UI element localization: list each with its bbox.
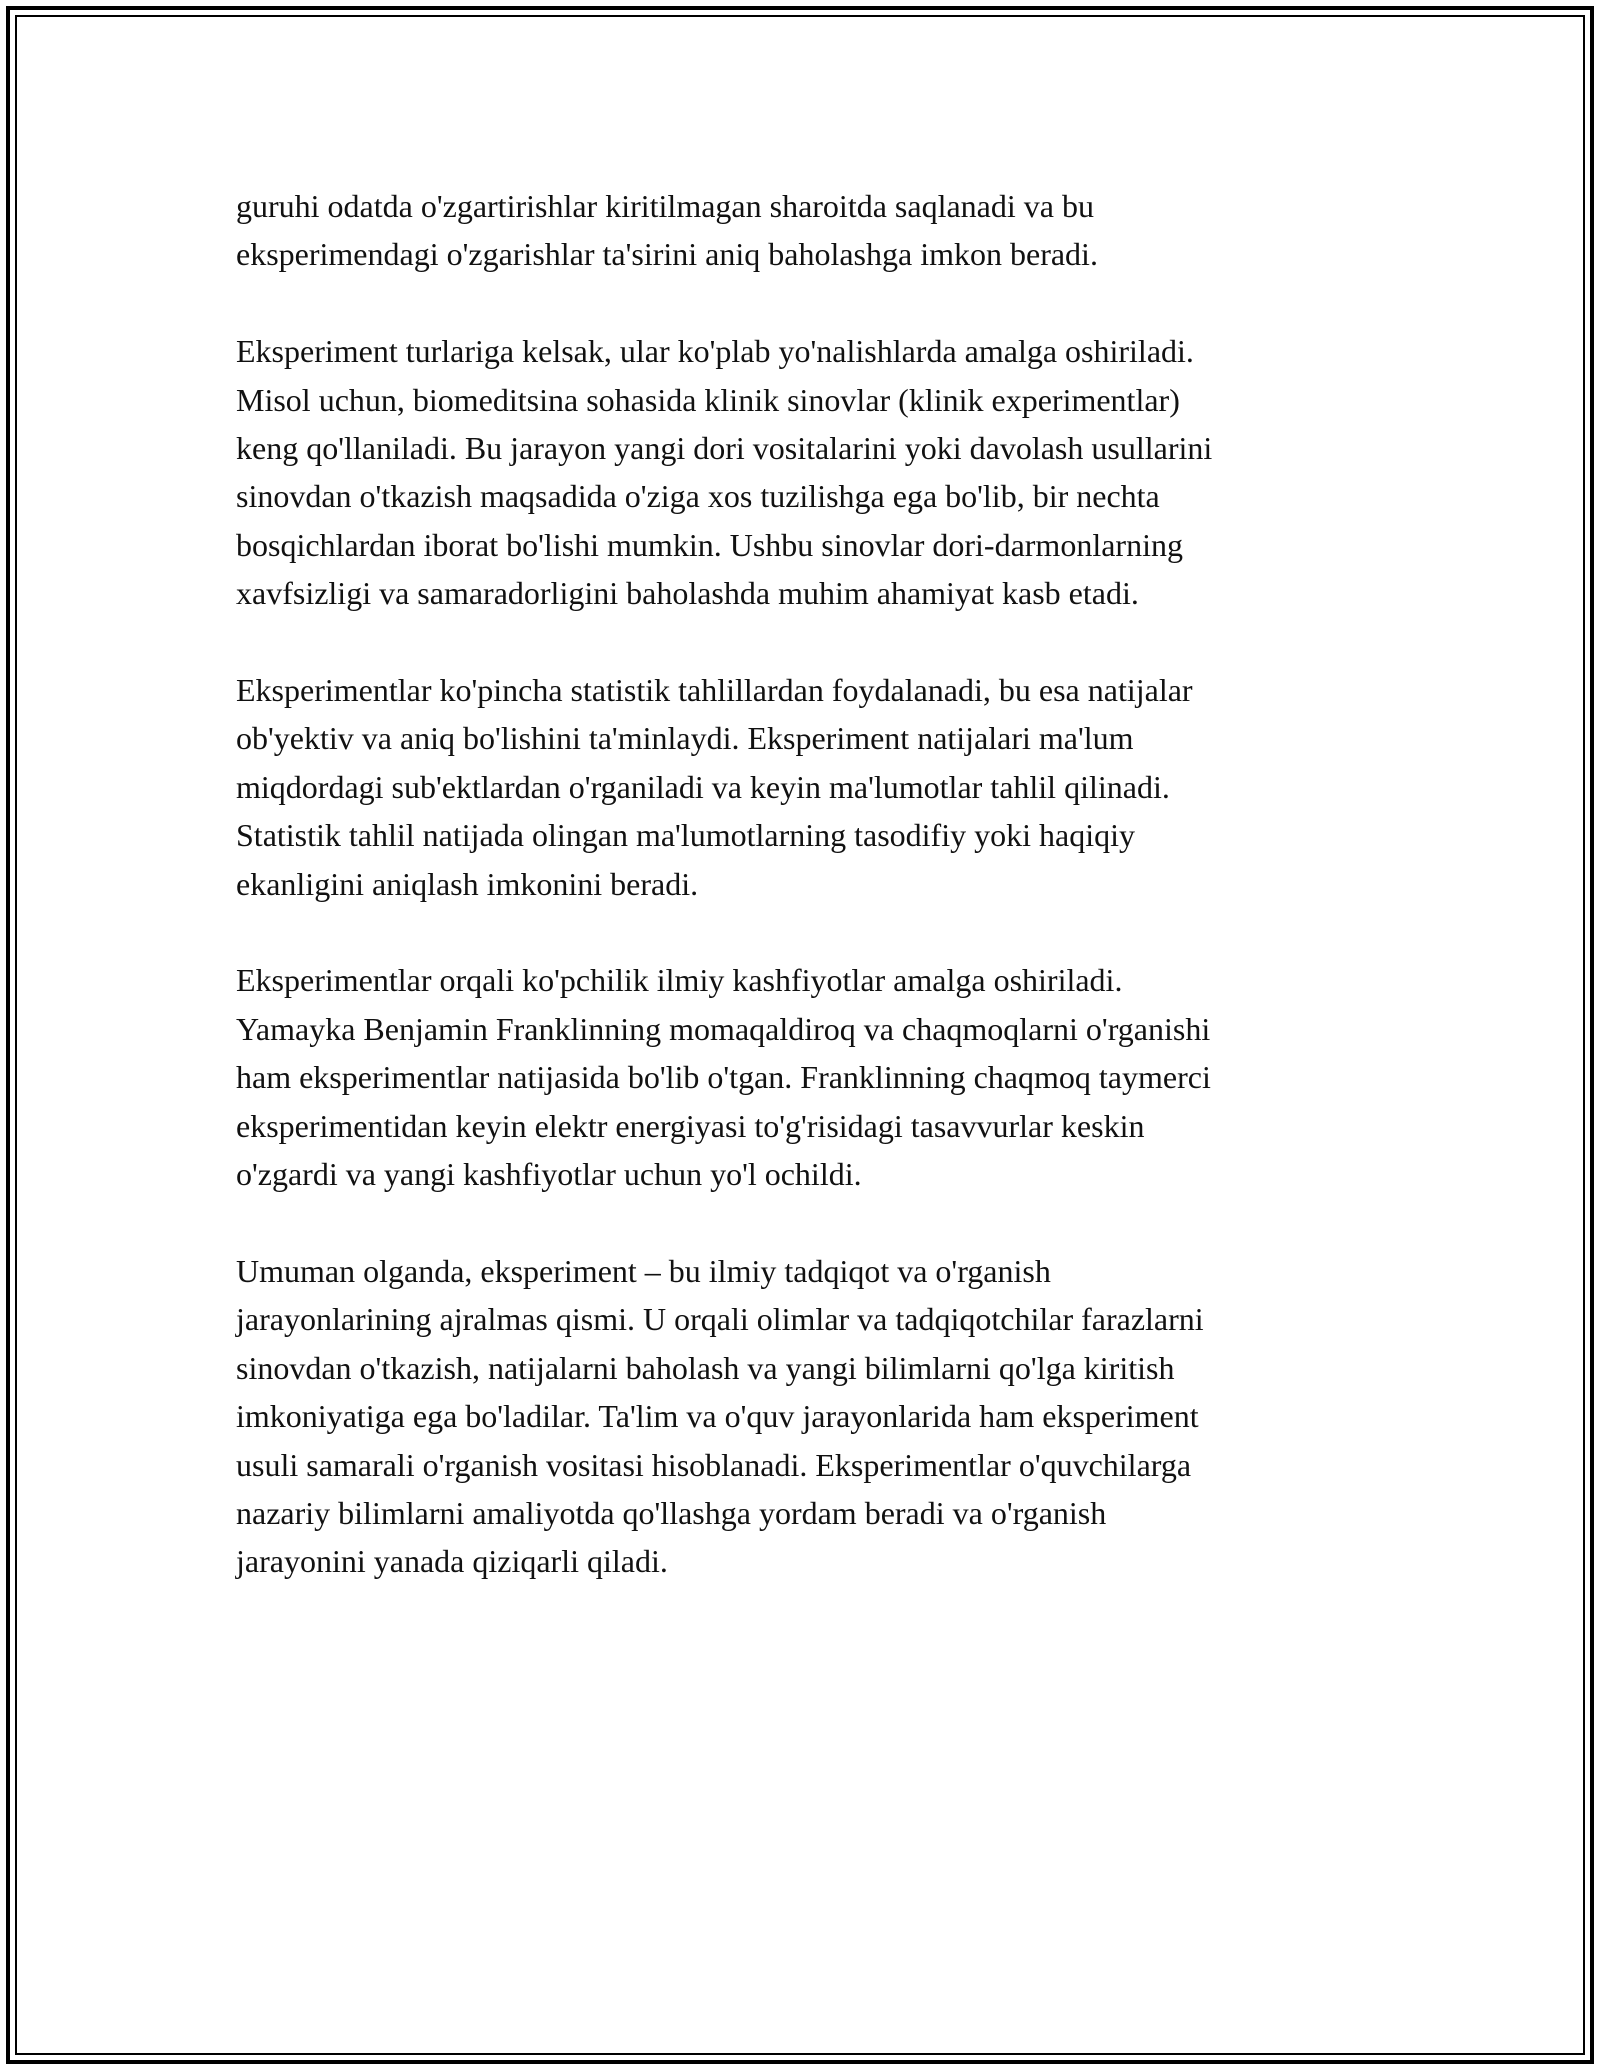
paragraph-scientific-discoveries: Eksperimentlar orqali ko'pchilik ilmiy kashfiyotlar amalga oshiriladi. Yamayka Benjamin Franklinning momaqaldiroq va chaqmoqlarni o'rganishi ham eksperimentlar natijasida bo'lib o'tgan. Franklinning chaqmoq taymerci eksperimentidan keyin elektr energiyasi to'g'risidagi tasavvurlar keskin o'zgardi va yangi kashfiyotlar uchun yo'l ochildi. [236,962,1211,1193]
paragraph-experiment-types: Eksperiment turlariga kelsak, ular ko'plab yo'nalishlarda amalga oshiriladi. Misol uchun, biomeditsina sohasida klinik sinovlar (klinik experimentlar) keng qo'llaniladi. Bu jarayon yangi dori vositalarini yoki davolash usullarini sinovdan o'tkazish maqsadida o'ziga xos tuzilishga ega bo'lib, bir nechta bosqichlardan iborat bo'lishi mumkin. Ushbu sinovlar dori-darmonlarning xavfsizligi va samaradorligini baholashda muhim ahamiyat kasb etadi. [236,333,1213,612]
document-body [236,182,1386,1586]
paragraph-conclusion: Umuman olganda, eksperiment – bu ilmiy tadqiqot va o'rganish jarayonlarining ajralmas qismi. U orqali olimlar va tadqiqotchilar farazlarni sinovdan o'tkazish, natijalarni baholash va yangi bilimlarni qo'lga kiritish imkoniyatiga ega bo'ladilar. Ta'lim va o'quv jarayonlarida ham eksperiment usuli samarali o'rganish vositasi hisoblanadi. Eksperimentlar o'quvchilarga nazariy bilimlarni amaliyotda qo'llashga yordam beradi va o'rganish jarayonini yanada qiziqarli qiladi. [236,1252,1204,1580]
paragraph-control-group: guruhi odatda o'zgartirishlar kiritilmagan sharoitda saqlanadi va bu eksperimendagi o'zgarishlar ta'sirini aniq baholashga imkon beradi. [236,188,1098,273]
paragraph-statistical-analysis: Eksperimentlar ko'pincha statistik tahlillardan foydalanadi, bu esa natijalar ob'yektiv va aniq bo'lishini ta'minlaydi. Eksperiment natijalari ma'lum miqdordagi sub'ektlardan o'rganiladi va keyin ma'lumotlar tahlil qilinadi. Statistik tahlil natijada olingan ma'lumotlarning tasodifiy yoki haqiqiy ekanligini aniqlash imkonini beradi. [236,672,1193,902]
